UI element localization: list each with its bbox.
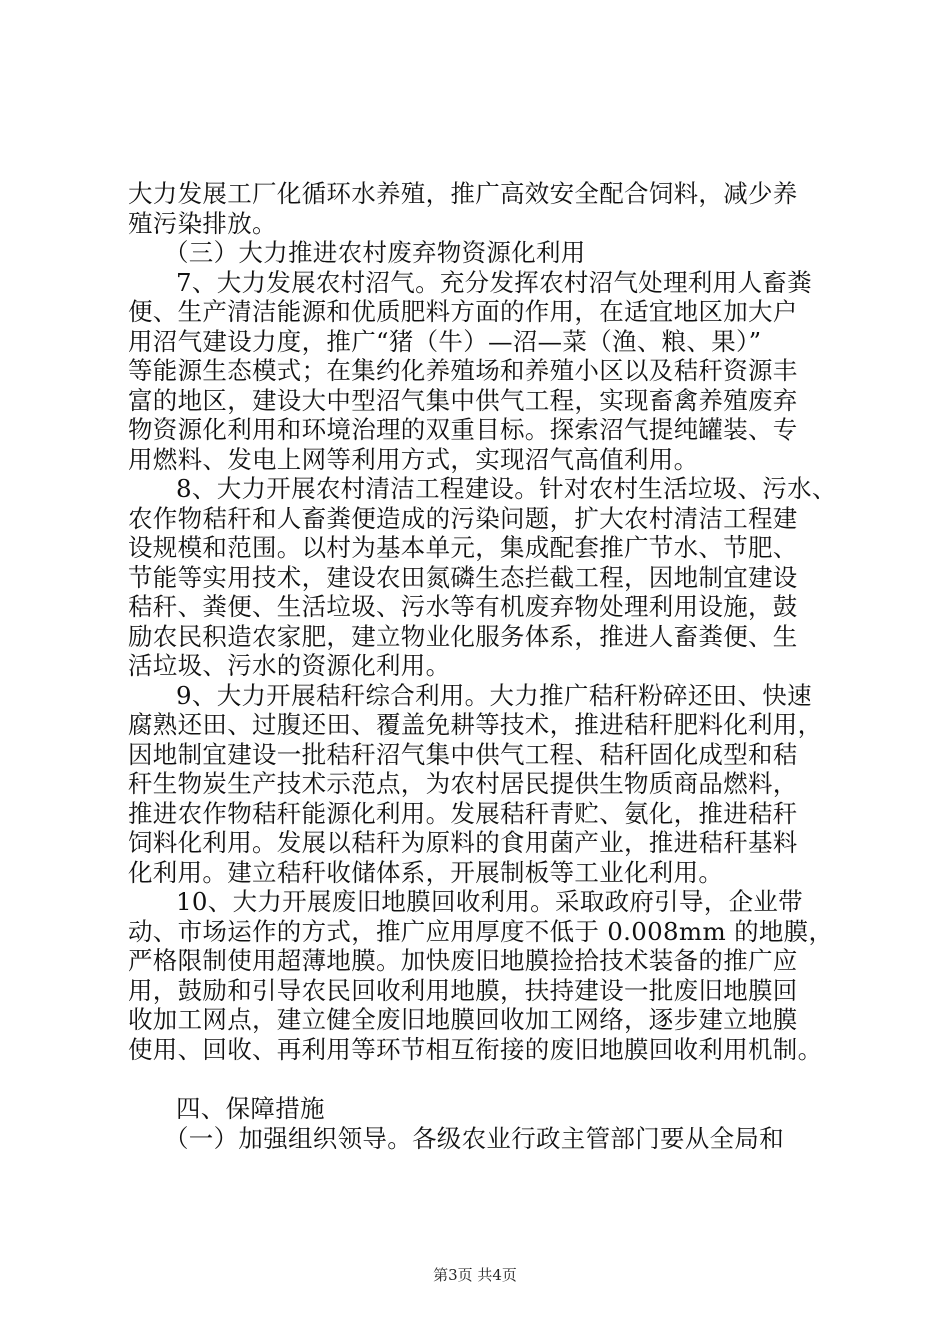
paragraph-line: 腐熟还田、过腹还田、覆盖免耕等技术，推进秸秆肥料化利用， (128, 710, 823, 739)
paragraph-line: 等能源生态模式；在集约化养殖场和养殖小区以及秸秆资源丰 (128, 356, 798, 385)
section-heading: 四、保障措施 (176, 1094, 325, 1123)
paragraph-line: 殖污染排放。 (128, 209, 277, 238)
paragraph-line: 动、市场运作的方式，推广应用厚度不低于 0.008mm 的地膜， (128, 917, 834, 946)
paragraph-line: 便、生产清洁能源和优质肥料方面的作用，在适宜地区加大户 (128, 297, 798, 326)
paragraph-line: 设规模和范围。以村为基本单元，集成配套推广节水、节肥、 (128, 533, 798, 562)
paragraph-line: 推进农作物秸秆能源化利用。发展秸秆青贮、氨化，推进秸秆 (128, 799, 798, 828)
paragraph-line: 农作物秸秆和人畜粪便造成的污染问题，扩大农村清洁工程建 (128, 504, 798, 533)
paragraph-line: 秆生物炭生产技术示范点，为农村居民提供生物质商品燃料， (128, 769, 798, 798)
paragraph-line: 秸秆、粪便、生活垃圾、污水等有机废弃物处理利用设施，鼓 (128, 592, 798, 621)
paragraph-line: 饲料化利用。发展以秸秆为原料的食用菌产业，推进秸秆基料 (128, 828, 798, 857)
paragraph-line: 因地制宜建设一批秸秆沼气集中供气工程、秸秆固化成型和秸 (128, 740, 798, 769)
paragraph-line: 收加工网点，建立健全废旧地膜回收加工网络，逐步建立地膜 (128, 1005, 798, 1034)
paragraph-line: 节能等实用技术，建设农田氮磷生态拦截工程，因地制宜建设 (128, 563, 798, 592)
paragraph-line: 励农民积造农家肥，建立物业化服务体系，推进人畜粪便、生 (128, 622, 798, 651)
paragraph-line: 10、大力开展废旧地膜回收利用。采取政府引导，企业带 (176, 887, 803, 916)
paragraph-line: 严格限制使用超薄地膜。加快废旧地膜捡拾技术装备的推广应 (128, 946, 798, 975)
paragraph-line: （一）加强组织领导。各级农业行政主管部门要从全局和 (164, 1124, 784, 1153)
paragraph-line: 活垃圾、污水的资源化利用。 (128, 651, 451, 680)
paragraph-line: 化利用。建立秸秆收储体系，开展制板等工业化利用。 (128, 858, 724, 887)
paragraph-line: 富的地区，建设大中型沼气集中供气工程，实现畜禽养殖废弃 (128, 386, 798, 415)
paragraph-line: 物资源化利用和环境治理的双重目标。探索沼气提纯罐装、专 (128, 415, 798, 444)
paragraph-line: 用燃料、发电上网等利用方式，实现沼气高值利用。 (128, 445, 699, 474)
paragraph-line: 用沼气建设力度，推广“猪（牛）—沼—菜（渔、粮、果）” (128, 327, 762, 356)
section-heading: （三）大力推进农村废弃物资源化利用 (164, 238, 586, 267)
paragraph-line: 9、大力开展秸秆综合利用。大力推广秸秆粉碎还田、快速 (176, 681, 812, 710)
paragraph-line: 大力发展工厂化循环水养殖，推广高效安全配合饲料，减少养 (128, 179, 798, 208)
paragraph-line: 使用、回收、再利用等环节相互衔接的废旧地膜回收利用机制。 (128, 1035, 823, 1064)
page-number-footer: 第3页 共4页 (433, 1266, 517, 1284)
paragraph-line: 7、大力发展农村沼气。充分发挥农村沼气处理利用人畜粪 (176, 268, 812, 297)
paragraph-line: 用，鼓励和引导农民回收利用地膜，扶持建设一批废旧地膜回 (128, 976, 798, 1005)
paragraph-line: 8、大力开展农村清洁工程建设。针对农村生活垃圾、污水、 (176, 474, 837, 503)
